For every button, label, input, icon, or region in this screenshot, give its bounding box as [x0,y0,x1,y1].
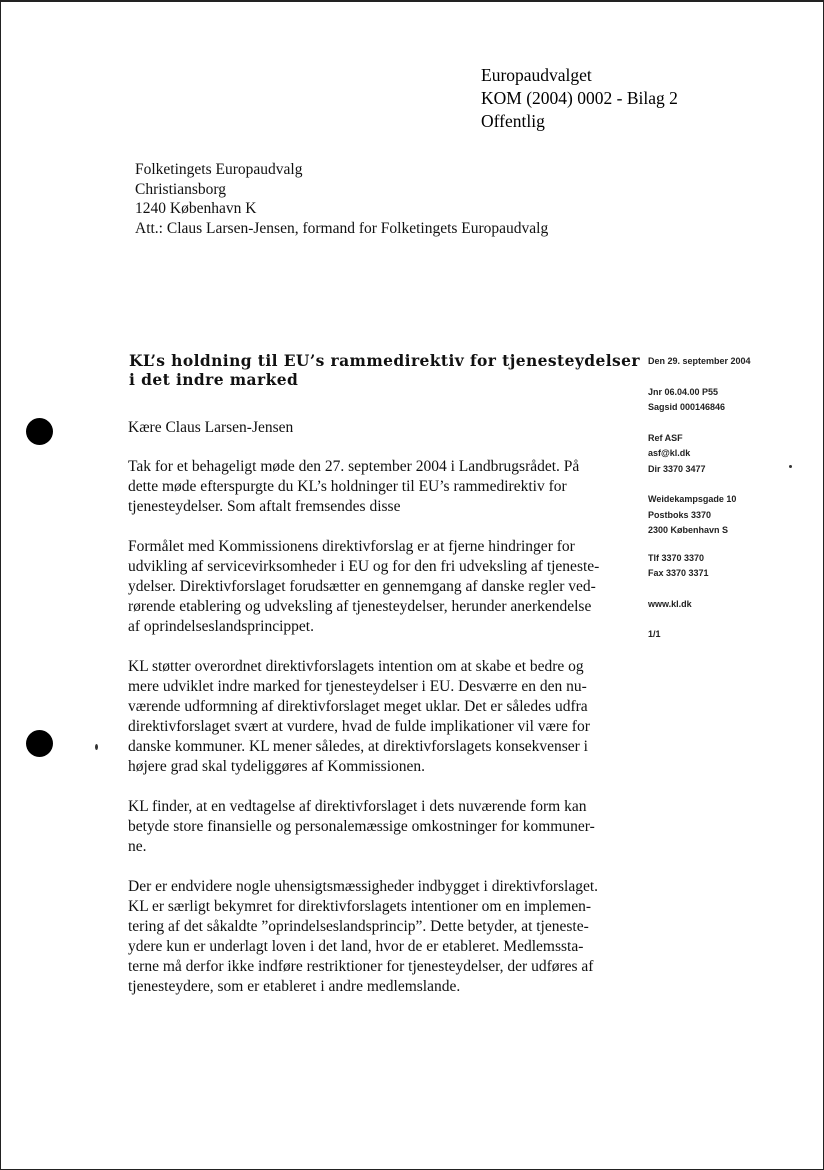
direct-phone: Dir 3370 3477 [648,463,706,474]
text-line: KL er særligt bekymret for direktivforslagets intentioner om en implemen- [128,898,592,915]
page-block [648,627,751,643]
document-reference [481,64,678,133]
text-line: mere udviklet indre marked for tjenesteydelser i EU. Desværre en den nu- [128,678,587,695]
web-block [648,597,751,613]
reference-status: Offentlig [481,111,545,131]
text-line: Der er endvidere nogle uhensigtsmæssigheder indbygget i direktivforslaget. [128,878,599,895]
contact-email: asf@kl.dk [648,448,691,458]
date-block [648,354,751,370]
case-id: Sagsid 000146846 [648,402,726,412]
text-line: ne. [128,838,147,855]
contact-block [648,431,751,478]
reference-document-id: KOM (2004) 0002 - Bilag 2 [481,88,678,108]
text-line: betyde store finansielle og personalemæssige omkostninger for kommuner- [128,818,595,835]
letter-title [129,351,640,389]
text-line: ydelser. Direktivforslaget forudsætter en gennemgang af danske regler ved- [128,578,596,595]
punch-hole-top [26,418,53,445]
text-line: højere grad skal tydeliggøres af Kommissionen. [128,758,426,775]
text-line: tering af det såkaldte ”oprindelseslandsprincip”. Dette betyder, at tjeneste- [128,918,589,935]
phone-number: Tlf 3370 3370 [648,552,705,563]
reference-committee: Europaudvalget [481,65,592,85]
text-line: Tak for et behageligt møde den 27. september 2004 i Landbrugsrådet. På [128,458,580,475]
text-line: værende udformning af direktivforslaget meget uklar. Det er således udfra [128,698,588,715]
page-number: 1/1 [648,629,661,639]
fax-number: Fax 3370 3371 [648,568,709,578]
letter-date: Den 29. september 2004 [648,356,751,366]
text-line: KL finder, at en vedtagelse af direktivforslaget i dets nuværende form kan [128,798,587,815]
text-line: direktivforslaget svært at vurdere, hvad de fulde implikationer vil være for [128,718,590,735]
address-attention: Att.: Claus Larsen-Jensen, formand for Folketingets Europaudvalg [135,219,549,237]
text-line: KL støtter overordnet direktivforslagets intention om at skabe et bedre og [128,658,584,675]
scan-speck [789,465,792,468]
address-line: Christiansborg [135,180,226,198]
journal-number: Jnr 06.04.00 P55 [648,386,719,397]
paragraph-3 [128,657,608,777]
text-line: rørende etablering og udveksling af tjenesteydelser, herunder anerkendelse [128,598,592,615]
title-line: i det indre marked [129,370,299,389]
street-address: Weidekampsgade 10 [648,494,737,504]
website: www.kl.dk [648,598,692,609]
punch-hole-bottom [26,730,53,757]
text-line: tjenesteydelser. Som aftalt fremsendes disse [128,498,401,515]
paragraph-2 [128,537,608,637]
address-line: Folketingets Europaudvalg [135,161,303,178]
paragraph-4 [128,797,608,857]
phone-block [648,551,751,582]
letter-body [128,418,608,1017]
text-line: ydere kun er underlagt loven i det land, hvor de er etableret. Medlemssta- [128,938,584,955]
postbox: Postboks 3370 [648,509,712,520]
text-line: terne må derfor ikke indføre restriktioner for tjenesteydelser, der udføres af [128,958,594,975]
postal-address-block [648,492,751,539]
salutation: Kære Claus Larsen-Jensen [128,419,294,436]
scan-speck [95,744,98,750]
sender-details [648,354,751,658]
postal-city: 2300 København S [648,525,729,535]
text-line: danske kommuner. KL mener således, at direktivforslagets konsekvenser i [128,738,588,755]
paragraph-5 [128,877,608,997]
reference-initials: Ref ASF [648,432,683,443]
paragraph-1 [128,457,608,517]
text-line: udvikling af servicevirksomheder i EU og for den fri udveksling af tjeneste- [128,558,600,575]
text-line: Formålet med Kommissionens direktivforslag er at fjerne hindringer for [128,538,575,555]
recipient-address [135,160,548,238]
address-line: 1240 København K [135,200,257,217]
title-line: KL’s holdning til EU’s rammedirektiv for tjenesteydelser [129,351,640,370]
case-block [648,385,751,416]
text-line: dette møde efterspurgte du KL’s holdninger til EU’s rammedirektiv for [128,478,567,495]
text-line: af oprindelseslandsprincippet. [128,618,314,635]
text-line: tjenesteydere, som er etableret i andre medlemslande. [128,978,461,995]
